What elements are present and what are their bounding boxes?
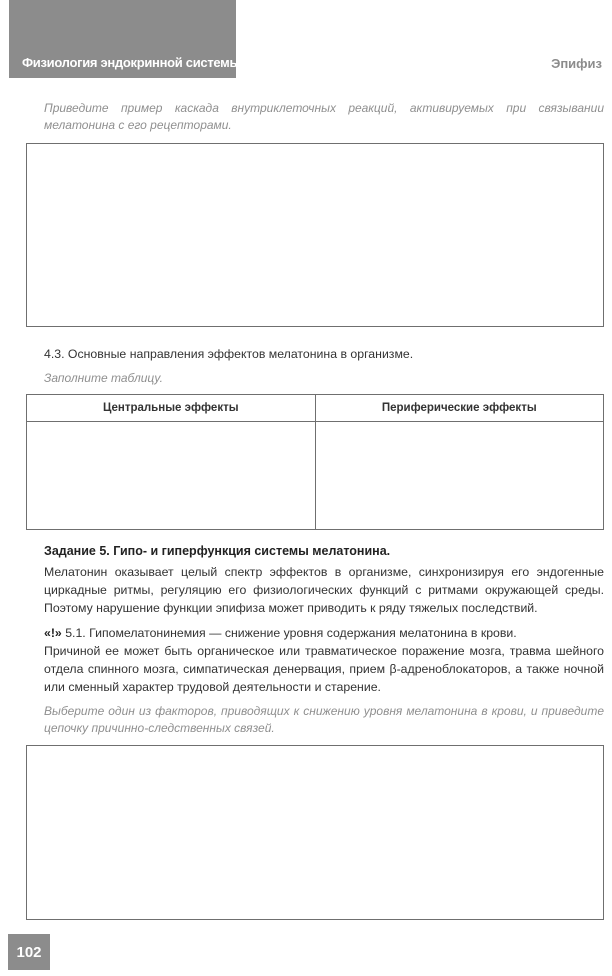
task-5-heading: Задание 5. Гипо- и гиперфункция системы мелатонина. [44,544,391,558]
task-5-paragraph: Мелатонин оказывает целый спектр эффектов в организме, синхронизируя его эндогенные циркадные ритмы, регуляцию его физиологических функций с ритмами окружающей среды. Поэтому нарушение функции эпифиза может приводить к ряду тяжелых последствий. [44,565,604,615]
cell-peripheral-effects[interactable] [315,422,604,530]
chapter-title: Эпифиз [551,56,602,71]
item-5-1-text: Причиной ее может быть органическое или травматическое поражение мозга, травма шейного отдела спинного мозга, симпатическая денервация, прием β-адреноблокаторов, а также ночной или сменный характер трудовой деятельности и старение. [44,644,604,694]
page-number: 102 [8,934,50,970]
attention-mark: «!» [44,626,62,640]
answer-box-factors[interactable] [26,745,604,920]
header-peripheral-effects: Периферические эффекты [315,395,604,422]
table-header-row [27,395,604,422]
section-4-3-title: 4.3. Основные направления эффектов мелатонина в организме. [44,347,414,361]
instruction-cascade: Приведите пример каскада внутриклеточных реакций, активируемых при связывании мелатонина с его рецепторами. [44,101,604,132]
cell-central-effects[interactable] [27,422,316,530]
section-title: Физиология эндокринной системы [22,55,241,70]
instruction-table: Заполните таблицу. [44,371,163,385]
effects-table [26,394,604,530]
item-5-1-line [44,625,604,643]
instruction-factors: Выберите один из факторов, приводящих к снижению уровня мелатонина в крови, и приведите цепочку причинно-следственных связей. [44,704,604,735]
item-5-1-title: 5.1. Гипомелатонинемия — снижение уровня содержания мелатонина в крови. [65,626,517,640]
answer-box-cascade[interactable] [26,143,604,327]
header-central-effects: Центральные эффекты [27,395,316,422]
table-row [27,422,604,530]
